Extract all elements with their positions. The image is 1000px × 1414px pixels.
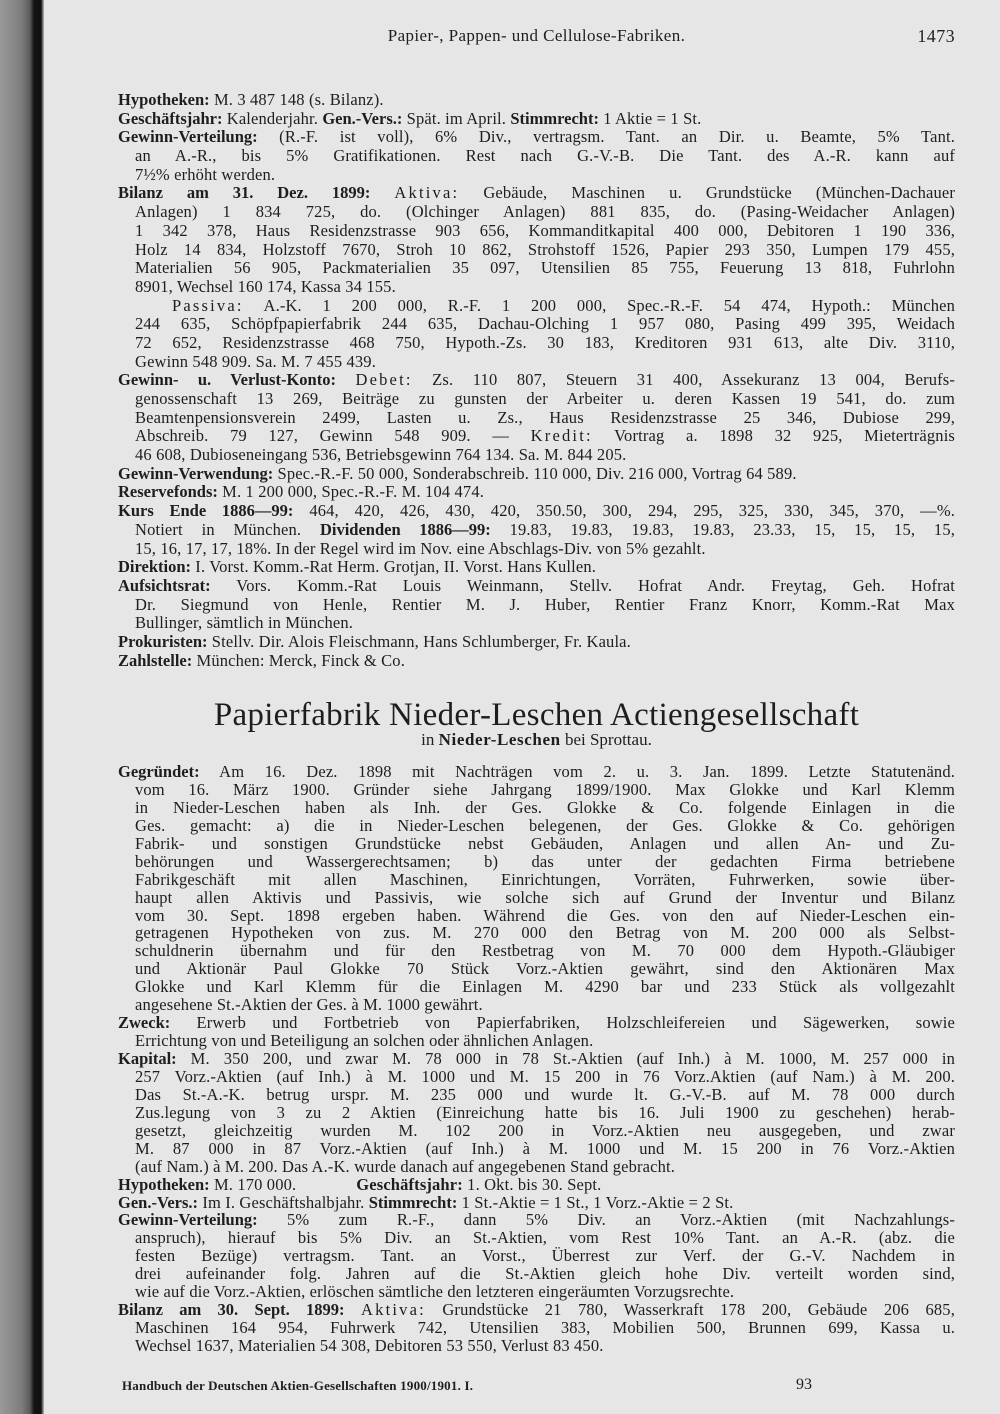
entry-text: 257 Vorz.-Aktien (auf Inh.) à M. 1000 und M. 15 200 in 76 Vorz.Aktien (auf Nam.) à M. 200. — [135, 1066, 955, 1086]
location-place: Nieder-Leschen — [438, 730, 561, 749]
entry-text: 15, 16, 17, 17, 18%. In der Regel wird im Nov. eine Abschlags-Div. von 5% gezahlt. — [135, 538, 706, 558]
text-line — [118, 1176, 955, 1194]
entry-text: an A.-R., bis 5% Gratifikationen. Rest nach G.-V.-B. Die Tant. des A.-R. kann auf — [135, 146, 955, 166]
entry-text: Gewinn 548 909. Sa. M. 7 455 439. — [135, 351, 376, 371]
text-line — [118, 241, 955, 260]
text-line — [118, 1014, 955, 1032]
text-line — [118, 1068, 955, 1086]
entry-label: Geschäftsjahr: — [118, 108, 223, 128]
entry-label: Prokuristen: — [118, 631, 208, 651]
entry-text: gesetzt, gleichzeitig wurden M. 102 200 in Vorz.-Aktien neu ausgegeben, und zwar — [135, 1120, 955, 1140]
entry-text: (auf Nam.) à M. 200. Das A.-K. wurde danach auf angegebenen Stand gebracht. — [135, 1156, 675, 1176]
entry-text: Spec.-R.-F. 50 000, Sonderabschreib. 110 000, Div. 216 000, Vortrag 64 589. — [273, 463, 797, 483]
text-line — [118, 259, 955, 278]
entry-text: in Nieder-Leschen haben als Inh. der Ges. Glokke & Co. folgende Einlagen in die — [135, 797, 955, 817]
entry-text: 19.83, 19.83, 19.83, 19.83, 23.33, 15, 15, 15, 15, — [490, 519, 955, 539]
entry-text: 1 Aktie = 1 St. — [598, 108, 702, 128]
text-line — [118, 203, 955, 222]
entry-text: M. 3 487 148 (s. Bilanz). — [209, 90, 384, 109]
text-line — [118, 390, 955, 409]
entry-text: Glokke und Karl Klemm für die Einlagen M. 4290 bar und 233 Stück als vollgezahlt — [135, 977, 955, 997]
text-line — [118, 652, 955, 671]
entry-text: Beamtenpensionsverein 2499, Lasten u. Zs., Haus Residenzstrasse 25 346, Dubiose 299, — [135, 407, 955, 427]
entry-label: Bilanz am 30. Sept. 1899: — [118, 1300, 345, 1320]
text-line — [118, 334, 955, 353]
entry-label: Hypotheken: — [118, 1174, 210, 1194]
entry-text: Fabrikgeschäft mit allen Maschinen, Einrichtungen, Vorräten, Fuhrwerken, sowie über- — [135, 869, 955, 889]
company-title: Papierfabrik Nieder-Leschen Actiengesellschaft — [213, 697, 860, 733]
entry-text: 1 342 378, Haus Residenzstrasse 903 656, Kommanditkapital 400 000, Debitoren 1 190 336, — [135, 220, 955, 240]
entry-text: A.-K. 1 200 000, R.-F. 1 200 000, Spec.-R.-F. 54 474, Hypoth.: München — [243, 295, 955, 315]
company-entry-nieder-leschen — [118, 763, 955, 1355]
page-number: 1473 — [917, 26, 955, 46]
entry-text: 7½% erhöht werden. — [135, 164, 276, 184]
text-line — [118, 1158, 955, 1176]
entry-text: 244 635, Schöpfpapierfabrik 244 635, Dachau-Olching 1 957 080, Pasing 499 395, Weidach — [135, 314, 955, 334]
entry-label: Stimmrecht: — [510, 108, 599, 128]
text-line — [118, 502, 955, 521]
entry-label: Gen.-Vers.: — [322, 108, 403, 128]
footer-signature-mark: 93 — [796, 1376, 812, 1393]
entry-text: M. 350 200, und zwar M. 78 000 in 78 St.-Aktien (auf Inh.) à M. 1000, M. 257 000 in — [176, 1049, 955, 1068]
entry-text: Wechsel 1637, Materialien 54 308, Debitoren 53 550, Verlust 83 450. — [135, 1336, 604, 1355]
entry-text: Zs. 110 807, Steuern 31 400, Assekuranz 13 004, Berufs- — [412, 370, 955, 390]
spaced-subheading: Aktiva: — [361, 1300, 426, 1320]
text-line — [118, 483, 955, 502]
text-line — [118, 871, 955, 889]
entry-text: Das St.-A.-K. betrug urspr. M. 235 000 und wurde lt. G.-V.-B. auf M. 78 000 durch — [135, 1084, 955, 1104]
text-line — [118, 110, 955, 129]
text-line — [118, 907, 955, 925]
entry-text: Vortrag a. 1898 32 925, Mieterträgnis — [592, 426, 955, 446]
entry-text: M. 87 000 in 87 Vorz.-Aktien (auf Inh.) à M. 1000 und M. 15 200 in 76 Vorz.-Aktien — [135, 1138, 955, 1158]
text-line — [118, 799, 955, 817]
text-line — [118, 1194, 955, 1212]
text-line — [118, 835, 955, 853]
text-line — [118, 1122, 955, 1140]
entry-text: angesehene St.-Aktien der Ges. à M. 1000 gewährt. — [135, 995, 483, 1015]
text-line — [118, 465, 955, 484]
text-line — [118, 889, 955, 907]
text-line — [118, 91, 955, 110]
entry-text: Fabrik- und sonstigen Grundstücke nebst Gebäuden, Anlagen und allen An- und Zu- — [135, 833, 955, 853]
text-line — [118, 446, 955, 465]
entry-text: 5% zum R.-F., dann 5% Div. an Vorz.-Aktien (mit Nachzahlungs- — [257, 1210, 955, 1230]
entry-text: Anlagen) 1 834 725, do. (Olchinger Anlagen) 881 835, do. (Pasing-Weidacher Anlagen) — [135, 202, 955, 222]
entry-text: wie auf die Vorz.-Aktien, erlöschen sämtliche den letzteren eingeräumten Vorzugsrechte. — [135, 1282, 735, 1302]
entry-text: festen Bezüge) vertragsm. Tant. an Vorst., Überrest zur Verf. der G.-V. Nachdem in — [135, 1246, 955, 1266]
entry-text: schuldnerin übernahm und für den Restbetrag von M. 70 000 dem Hypoth.-Gläubiger — [135, 941, 955, 961]
entry-label: Stimmrecht: — [368, 1192, 458, 1212]
text-line — [118, 817, 955, 835]
entry-text: und Aktionär Paul Glokke 70 Stück Vorz.-Aktien gewährt, sind den Aktionären Max — [135, 959, 955, 979]
text-line — [118, 924, 955, 942]
entry-text: 46 608, Dubioseneingang 536, Betriebsgewinn 764 134. Sa. M. 844 205. — [135, 445, 627, 465]
entry-label: Direktion: — [118, 557, 192, 577]
text-line — [118, 278, 955, 297]
text-line — [118, 558, 955, 577]
text-line — [118, 1211, 955, 1229]
text-line — [118, 577, 955, 596]
entry-text: vom 30. Sept. 1898 ergeben haben. Während die Ges. von den auf Nieder-Leschen ein- — [135, 905, 955, 925]
entry-text — [345, 1300, 361, 1319]
entry-text: Erwerb und Fortbetrieb von Papierfabriken, Holzschleifereien und Sägewerken, sowie — [170, 1013, 955, 1033]
text-line — [118, 409, 955, 428]
entry-text: 1. Okt. bis 30. Sept. — [462, 1174, 602, 1194]
entry-text: Holz 14 834, Holzstoff 7670, Stroh 10 862, Strohstoff 1526, Papier 293 350, Lumpen 179 455, — [135, 239, 955, 259]
entry-text: Stellv. Dir. Alois Fleischmann, Hans Schlumberger, Fr. Kaula. — [207, 631, 631, 651]
entry-text: M. 170 000. — [209, 1174, 297, 1194]
text-line — [118, 1050, 955, 1068]
text-line — [118, 315, 955, 334]
entry-text: Spät. im April. — [402, 108, 511, 128]
entry-label: Kurs Ende 1886—99: — [118, 501, 294, 521]
text-line — [118, 353, 955, 372]
text-line — [118, 166, 955, 185]
text-line — [118, 853, 955, 871]
entry-text: Kalenderjahr. — [222, 108, 323, 128]
entry-label: Zahlstelle: — [118, 650, 193, 670]
entry-text: Gebäude, Maschinen u. Grundstücke (München-Dachauer — [459, 183, 955, 203]
entry-text: 72 652, Residenzstrasse 468 750, Hypoth.-Zs. 30 183, Kreditoren 931 613, alte Div. 3110, — [135, 332, 955, 352]
entry-text: M. 1 200 000, Spec.-R.-F. M. 104 474. — [217, 482, 484, 502]
text-line — [118, 1319, 955, 1337]
entry-text: Ges. gemacht: a) die in Nieder-Leschen belegenen, der Ges. Glokke & Co. gehörigen — [135, 815, 955, 835]
text-line — [118, 1265, 955, 1283]
entry-label: Gewinn-Verwendung: — [118, 463, 274, 483]
text-line — [118, 184, 955, 203]
entry-text: I. Vorst. Komm.-Rat Herm. Grotjan, II. Vorst. Hans Kullen. — [191, 557, 597, 577]
company-location — [118, 730, 955, 750]
text-line — [118, 996, 955, 1014]
text-line — [118, 1301, 955, 1319]
location-prefix: in — [421, 730, 439, 749]
text-line — [118, 1337, 955, 1355]
entry-label: Gewinn- u. Verlust-Konto: — [118, 370, 336, 390]
running-title: Papier-, Pappen- und Cellulose-Fabriken. — [387, 26, 686, 45]
entry-text — [336, 370, 356, 389]
entry-label: Geschäftsjahr: — [356, 1174, 463, 1194]
text-line — [118, 960, 955, 978]
text-line — [118, 1086, 955, 1104]
entry-text: Dr. Siegmund von Henle, Rentier M. J. Huber, Rentier Franz Knorr, Komm.-Rat Max — [135, 594, 955, 614]
text-line — [118, 521, 955, 540]
entry-text: München: Merck, Finck & Co. — [192, 650, 405, 670]
text-line — [118, 1140, 955, 1158]
entry-text: behörungen und Wassergerechtsamen; b) das unter der gedachten Firma betriebene — [135, 851, 955, 871]
entry-label: Gen.-Vers.: — [118, 1192, 199, 1212]
entry-text: Materialien 56 905, Packmaterialien 35 097, Utensilien 85 755, Feuerung 13 818, Fuhrlohn — [135, 258, 955, 278]
entry-text: Grundstücke 21 780, Wasserkraft 178 200, Gebäude 206 685, — [425, 1300, 955, 1320]
entry-text: 1 St.-Aktie = 1 St., 1 Vorz.-Aktie = 2 St. — [457, 1192, 734, 1212]
entry-text: Vors. Komm.-Rat Louis Weinmann, Stellv. Hofrat Andr. Freytag, Geh. Hofrat — [210, 575, 955, 595]
text-line — [118, 147, 955, 166]
book-binding-edge — [0, 0, 44, 1414]
spaced-subheading: Kredit: — [530, 426, 593, 446]
entry-label: Dividenden 1886—99: — [319, 519, 491, 539]
text-line — [118, 427, 955, 446]
text-line — [118, 942, 955, 960]
spaced-subheading: Aktiva: — [394, 183, 460, 203]
entry-text: 8901, Wechsel 160 174, Kassa 34 155. — [135, 276, 396, 296]
text-line — [118, 614, 955, 633]
text-line — [118, 1247, 955, 1265]
entry-label: Gegründet: — [118, 762, 200, 781]
text-line — [118, 371, 955, 390]
entry-text: Maschinen 164 954, Fuhrwerk 742, Utensilien 383, Mobilien 500, Brunnen 699, Kassa u. — [135, 1318, 955, 1338]
entry-label: Zweck: — [118, 1013, 171, 1033]
entry-text: Errichtung von und Beteiligung an solchen oder ähnlichen Anlagen. — [135, 1031, 594, 1051]
text-line — [118, 781, 955, 799]
entry-text: Bullinger, sämtlich in München. — [135, 613, 353, 633]
text-line — [118, 1104, 955, 1122]
footer-book-title: Handbuch der Deutschen Aktien-Gesellschaften 1900/1901. I. — [122, 1378, 474, 1393]
entry-label: Hypotheken: — [118, 90, 210, 109]
entry-text: Im I. Geschäftshalbjahr. — [198, 1192, 369, 1212]
entry-label: Gewinn-Verteilung: — [118, 1210, 258, 1230]
entry-text: haupt allen Aktivis und Passivis, wie solche sich auf Grund der Inventur und Bilanz — [135, 887, 955, 907]
spaced-subheading: Debet: — [355, 370, 413, 390]
entry-text: getragenen Hypotheken von zus. M. 270 000 den Betrag von M. 200 000 als Selbst- — [135, 923, 955, 943]
previous-company-entry — [118, 91, 955, 670]
entry-text: Zus.legung von 3 zu 2 Aktien (Einreichung hatte bis 16. Juli 1900 zu geschehen) herab- — [135, 1102, 955, 1122]
entry-text: genossenschaft 13 269, Beiträge zu gunsten der Arbeiter u. deren Kassen 19 541, do. zum — [135, 389, 955, 408]
entry-text — [370, 183, 394, 202]
entry-text: Am 16. Dez. 1898 mit Nachträgen vom 2. u. 3. Jan. 1899. Letzte Statutenänd. — [199, 762, 955, 781]
text-line — [118, 596, 955, 615]
entry-label: Bilanz am 31. Dez. 1899: — [118, 183, 371, 203]
location-suffix: bei Sprottau. — [560, 730, 652, 749]
running-header — [118, 26, 955, 48]
entry-text: Notiert in München. — [135, 519, 320, 539]
entry-label: Gewinn-Verteilung: — [118, 127, 258, 147]
text-line — [118, 297, 955, 316]
entry-label: Reservefonds: — [118, 482, 218, 502]
text-line — [118, 1032, 955, 1050]
text-line — [118, 540, 955, 559]
entry-label: Aufsichtsrat: — [118, 575, 211, 595]
entry-text: drei aufeinander folg. Jahren auf die St.-Aktien gleich hohe Div. verteilt worden sind, — [135, 1264, 955, 1284]
text-line — [118, 222, 955, 241]
text-line — [118, 1283, 955, 1301]
entry-text: vom 16. März 1900. Gründer siehe Jahrgang 1899/1900. Max Glokke und Karl Klemm — [135, 779, 955, 799]
entry-text: 464, 420, 426, 430, 420, 350.50, 300, 294, 295, 325, 330, 345, 370, —%. — [293, 501, 955, 521]
text-line — [118, 128, 955, 147]
entry-text: Abschreib. 79 127, Gewinn 548 909. — — [135, 426, 531, 446]
spaced-subheading: Passiva: — [172, 295, 244, 315]
entry-label: Kapital: — [118, 1049, 177, 1068]
text-line — [118, 978, 955, 996]
text-line — [118, 633, 955, 652]
entry-text: anspruch), hierauf bis 5% Div. an St.-Aktien, vom Rest 10% Tant. an A.-R. (abz. die — [135, 1228, 955, 1248]
entry-text: (R.-F. ist voll), 6% Div., vertragsm. Tant. an Dir. u. Beamte, 5% Tant. — [257, 127, 955, 147]
text-line — [118, 763, 955, 781]
text-line — [118, 1229, 955, 1247]
